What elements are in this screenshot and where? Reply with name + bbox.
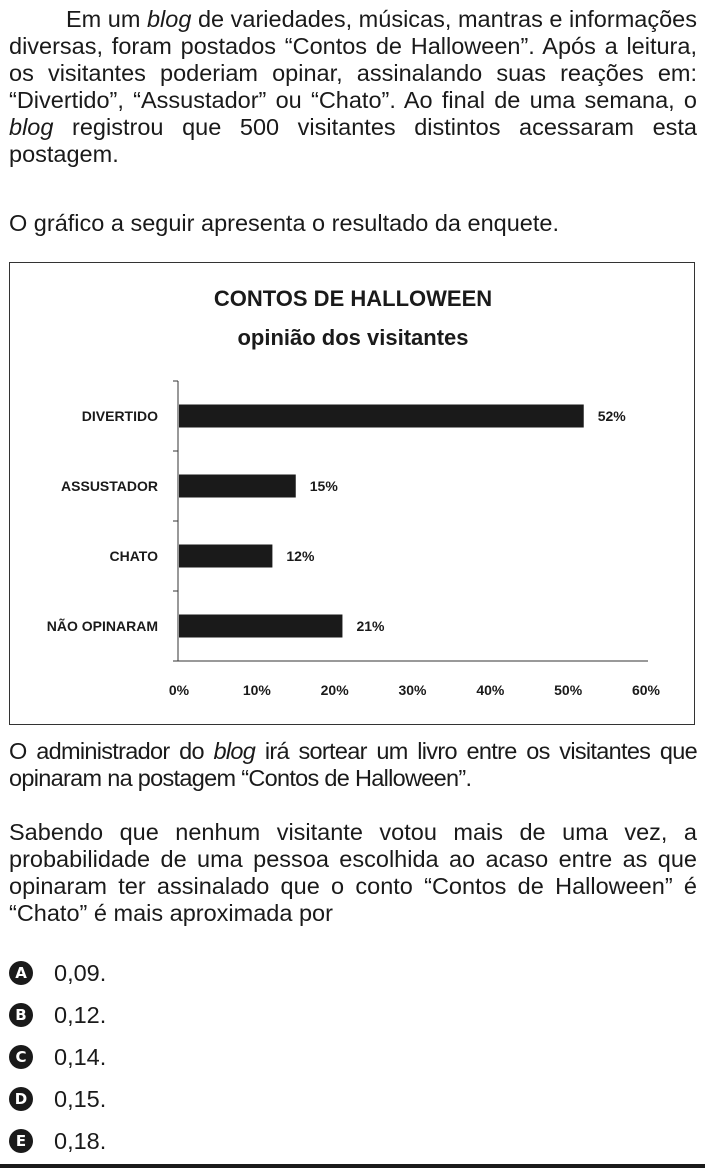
data-label: 12% (286, 548, 315, 564)
option-c-badge: C (9, 1045, 33, 1069)
x-tick-label: 60% (631, 682, 661, 698)
intro-paragraph (9, 6, 697, 168)
italic-term: blog (146, 6, 192, 32)
option-d[interactable] (9, 1084, 106, 1114)
x-tick-label: 50% (554, 682, 583, 698)
bar (179, 615, 342, 638)
category-label: NÃO OPINARAM (46, 618, 158, 634)
x-tick-label: 0% (168, 682, 190, 698)
option-e-badge: E (9, 1129, 33, 1153)
option-b-badge: B (9, 1003, 33, 1027)
category-label: DIVERTIDO (81, 408, 158, 424)
option-a-badge: A (9, 961, 33, 985)
category-label: CHATO (109, 548, 158, 564)
bar (179, 545, 272, 568)
option-b[interactable] (9, 1000, 106, 1030)
x-tick-label: 40% (476, 682, 505, 698)
chart-intro-paragraph: O gráfico a seguir apresenta o resultado da enquete. (9, 210, 560, 236)
option-e-text: 0,18. (54, 1127, 107, 1154)
option-d-text: 0,15. (54, 1085, 107, 1112)
data-label: 52% (597, 408, 626, 424)
data-label: 15% (309, 478, 338, 494)
text-run: irá sortear um livro entre os visitantes que opinaram na postagem “Contos de Halloween”. (9, 738, 697, 791)
option-d-badge: D (9, 1087, 33, 1111)
option-c-text: 0,14. (54, 1043, 107, 1070)
option-b-text: 0,12. (54, 1001, 107, 1028)
bar (179, 405, 584, 428)
x-tick-label: 30% (398, 682, 427, 698)
x-tick-label: 10% (242, 682, 271, 698)
category-label: ASSUSTADOR (61, 478, 158, 494)
text-run: registrou que 500 visitantes distintos acessaram esta postagem. (9, 114, 697, 167)
x-tick-label: 20% (320, 682, 349, 698)
option-c[interactable] (9, 1042, 106, 1072)
option-a-text: 0,09. (54, 959, 107, 986)
text-run: de variedades, músicas, mantras e informações diversas, foram postados “Contos de Halloween”. Após a leitura, os visitantes poderiam opinar, assinalando suas reações em: “Divertido”, “Assustador” ou “Chato”. Ao final de uma semana, o (9, 6, 697, 113)
option-e[interactable] (9, 1126, 106, 1156)
data-label: 21% (356, 618, 385, 634)
question-paragraph: Sabendo que nenhum visitante votou mais de uma vez, a probabilidade de uma pessoa escolhida ao acaso entre as que opinaram ter assinalado que o conto “Contos de Halloween” é “Chato” é mais aproximada por (9, 819, 697, 926)
option-a[interactable] (9, 958, 106, 988)
text-run: O administrador do (9, 738, 214, 764)
chart-frame (9, 262, 695, 725)
italic-term: blog (213, 738, 256, 764)
draw-paragraph (9, 738, 697, 792)
chart-title: CONTOS DE HALLOWEEN (213, 286, 493, 311)
bottom-rule (0, 1164, 705, 1168)
bar (179, 475, 296, 498)
bar-chart (10, 263, 696, 726)
chart-subtitle: opinião dos visitantes (237, 325, 469, 350)
text-run: Em um (66, 6, 147, 32)
italic-term: blog (9, 114, 54, 140)
